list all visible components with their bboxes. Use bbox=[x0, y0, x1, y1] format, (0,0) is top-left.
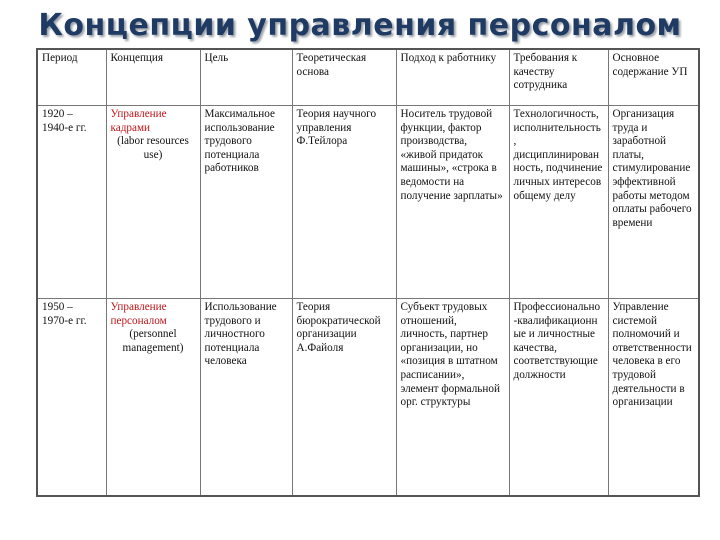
cell-goal: Использование трудового и личностного потенциала человека bbox=[200, 299, 292, 497]
header-requirements: Требования к качеству сотрудника bbox=[509, 49, 608, 106]
cell-requirements: Профессионально-квалификационные и личностные качества, соответствующие должности bbox=[509, 299, 608, 497]
concept-english: (labor resources use) bbox=[117, 135, 189, 161]
cell-period: 1920 – 1940-е гг. bbox=[37, 106, 106, 299]
header-approach: Подход к работнику bbox=[396, 49, 509, 106]
header-content: Основное содержание УП bbox=[608, 49, 699, 106]
header-theory: Теоретическая основа bbox=[292, 49, 396, 106]
cell-concept bbox=[106, 299, 200, 497]
cell-theory: Теория бюрократической организации А.Файоля bbox=[292, 299, 396, 497]
header-concept: Концепция bbox=[106, 49, 200, 106]
cell-content: Организация труда и заработной платы, стимулирование эффективной работы методом оплаты рабочего времени bbox=[608, 106, 699, 299]
concept-english: (personnel management) bbox=[122, 328, 184, 354]
table-row bbox=[37, 106, 699, 299]
cell-content: Управление системой полномочий и ответственности человека в его трудовой деятельности в организации bbox=[608, 299, 699, 497]
cell-approach: Субъект трудовых отношений, личность, партнер организации, но «позиция в штатном расписании», элемент формальной орг. структуры bbox=[396, 299, 509, 497]
cell-requirements: Технологичность, исполнительность, дисциплинированность, подчинение личных интересов общему делу bbox=[509, 106, 608, 299]
header-goal: Цель bbox=[200, 49, 292, 106]
cell-goal: Максимальное использование трудового потенциала работников bbox=[200, 106, 292, 299]
concept-name: Управление кадрами bbox=[110, 108, 167, 134]
table-header-row bbox=[37, 49, 699, 106]
table-row bbox=[37, 299, 699, 497]
concept-name: Управление персоналом bbox=[110, 301, 167, 327]
header-period: Период bbox=[37, 49, 106, 106]
cell-period: 1950 – 1970-е гг. bbox=[37, 299, 106, 497]
cell-concept bbox=[106, 106, 200, 299]
page-title: Концепции управления персоналом bbox=[38, 8, 682, 43]
cell-theory: Теория научного управления Ф.Тейлора bbox=[292, 106, 396, 299]
concepts-table bbox=[36, 48, 700, 497]
cell-approach: Носитель трудовой функции, фактор производства, «живой придаток машины», «строка в ведомости на получение зарплаты» bbox=[396, 106, 509, 299]
